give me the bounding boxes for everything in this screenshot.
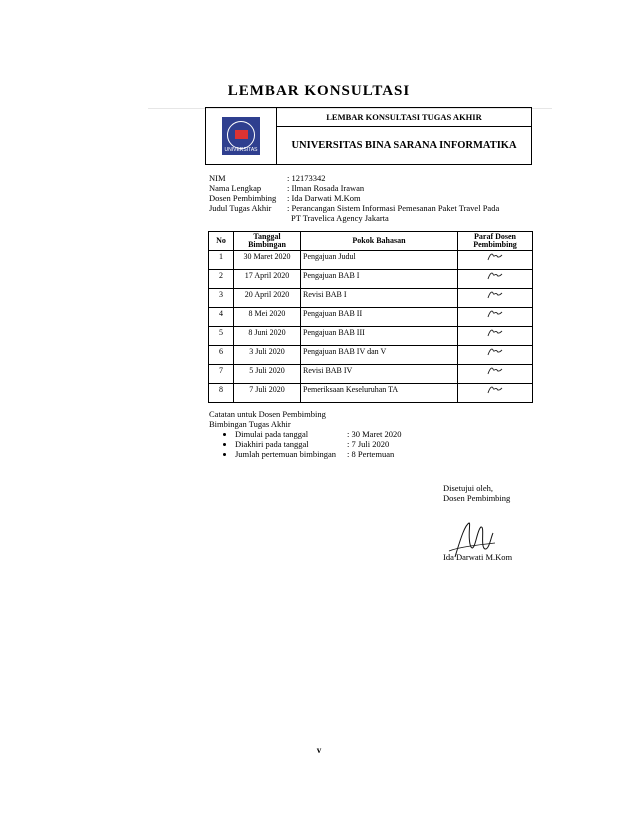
row-date: 8 Juni 2020 — [234, 327, 301, 346]
row-topic: Revisi BAB IV — [301, 365, 458, 384]
col-date: Tanggal Bimbingan — [234, 232, 301, 251]
paraf-icon — [486, 328, 504, 338]
university-logo: UNIVERSITAS — [222, 117, 260, 155]
row-no: 6 — [209, 346, 234, 365]
row-no: 2 — [209, 270, 234, 289]
row-date: 5 Juli 2020 — [234, 365, 301, 384]
row-topic: Pengajuan BAB I — [301, 270, 458, 289]
table-row — [209, 384, 533, 403]
row-date: 8 Mei 2020 — [234, 308, 301, 327]
nim-value: : 12173342 — [287, 173, 326, 183]
row-no: 5 — [209, 327, 234, 346]
row-signature — [458, 384, 533, 403]
paraf-icon — [486, 366, 504, 376]
notes: Catatan untuk Dosen Pembimbing Bimbingan Tugas Akhir • Dimulai pada tanggal : 30 Maret 2020 • Diakhiri pada tanggal : 7 Juli 2020 • Jumlah pertemuan bimbingan : 8 Pertemuan — [209, 409, 402, 459]
header-line1: LEMBAR KONSULTASI TUGAS AKHIR — [277, 108, 532, 127]
advisor-value: : Ida Darwati M.Kom — [287, 193, 361, 203]
note-item: • Diakhiri pada tanggal : 7 Juli 2020 — [235, 439, 402, 449]
row-signature — [458, 289, 533, 308]
row-signature — [458, 327, 533, 346]
table-row — [209, 346, 533, 365]
table-row — [209, 289, 533, 308]
row-topic: Pengajuan BAB III — [301, 327, 458, 346]
consultation-table — [208, 231, 533, 403]
thesis-value-2: PT Travelica Agency Jakarta — [291, 213, 389, 223]
note-item: • Jumlah pertemuan bimbingan : 8 Pertemuan — [235, 449, 402, 459]
table-row — [209, 251, 533, 270]
row-signature — [458, 365, 533, 384]
table-row — [209, 327, 533, 346]
col-no: No — [209, 232, 234, 251]
row-no: 4 — [209, 308, 234, 327]
row-date: 30 Maret 2020 — [234, 251, 301, 270]
student-info: NIM : 12173342 Nama Lengkap : Ilman Rosada Irawan Dosen Pembimbing : Ida Darwati M.Kom Judul Tugas Akhir : Perancangan Sistem Informasi Pemesanan Paket Travel Pada PT Travelica Agency Jakarta — [209, 173, 521, 223]
table-row — [209, 270, 533, 289]
paraf-icon — [486, 385, 504, 395]
paraf-icon — [486, 290, 504, 300]
table-row — [209, 308, 533, 327]
row-signature — [458, 346, 533, 365]
row-no: 3 — [209, 289, 234, 308]
page-title: LEMBAR KONSULTASI — [227, 83, 411, 99]
row-signature — [458, 251, 533, 270]
row-signature — [458, 270, 533, 289]
row-topic: Pengajuan BAB II — [301, 308, 458, 327]
row-no: 1 — [209, 251, 234, 270]
signer-name: Ida Darwati M.Kom — [443, 552, 513, 562]
logo-cell — [206, 108, 277, 165]
row-date: 3 Juli 2020 — [234, 346, 301, 365]
approval: Disetujui oleh, Dosen Pembimbing — [443, 483, 511, 503]
col-signature: Paraf Dosen Pembimbing — [458, 232, 533, 251]
row-topic: Pengajuan Judul — [301, 251, 458, 270]
row-no: 8 — [209, 384, 234, 403]
paraf-icon — [486, 252, 504, 262]
col-topic: Pokok Bahasan — [301, 232, 458, 251]
row-topic: Pengajuan BAB IV dan V — [301, 346, 458, 365]
note-item: • Dimulai pada tanggal : 30 Maret 2020 — [235, 429, 402, 439]
header-line2: UNIVERSITAS BINA SARANA INFORMATIKA — [277, 127, 532, 165]
row-date: 20 April 2020 — [234, 289, 301, 308]
paraf-icon — [486, 309, 504, 319]
row-signature — [458, 308, 533, 327]
row-date: 7 Juli 2020 — [234, 384, 301, 403]
thesis-value: : Perancangan Sistem Informasi Pemesanan Paket Travel Pada — [287, 203, 500, 213]
row-topic: Pemeriksaan Keseluruhan TA — [301, 384, 458, 403]
paraf-icon — [486, 347, 504, 357]
page-number: v — [316, 745, 322, 755]
name-value: : Ilman Rosada Irawan — [287, 183, 365, 193]
row-topic: Revisi BAB I — [301, 289, 458, 308]
row-date: 17 April 2020 — [234, 270, 301, 289]
table-row — [209, 365, 533, 384]
row-no: 7 — [209, 365, 234, 384]
header-table — [205, 107, 532, 165]
paraf-icon — [486, 271, 504, 281]
